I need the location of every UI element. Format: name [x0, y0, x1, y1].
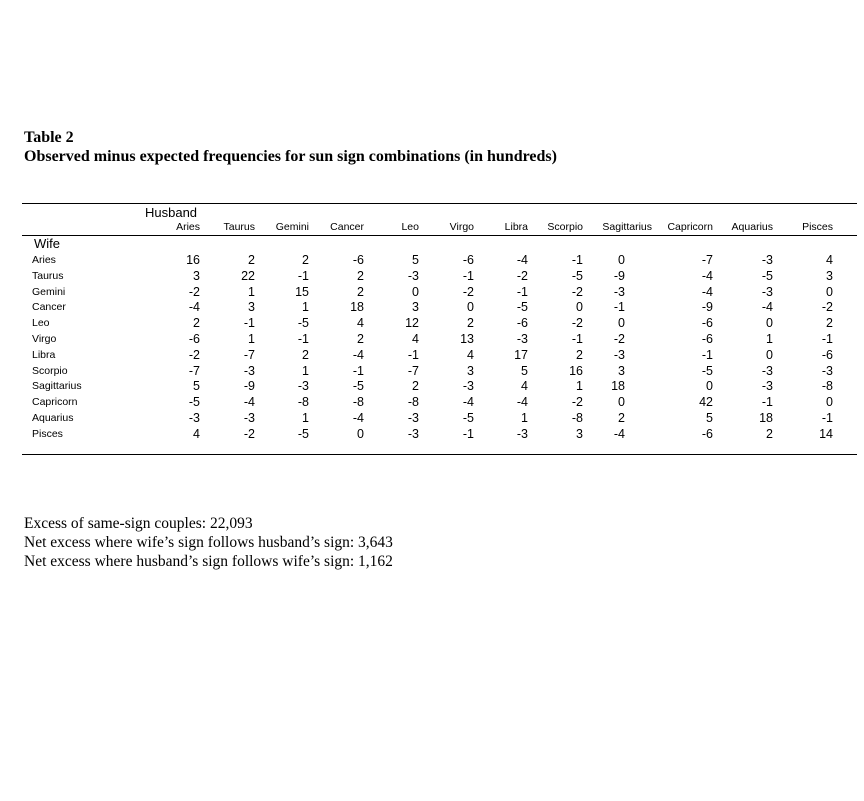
table-cell: -8 [407, 395, 419, 410]
row-header: Gemini [32, 285, 66, 298]
row-header: Pisces [32, 427, 63, 440]
table-cell: 4 [193, 426, 200, 441]
column-header: Scorpio [547, 221, 583, 233]
table-bottom-rule [22, 454, 857, 455]
table-cell: 1 [302, 300, 309, 315]
table-cell: 0 [357, 426, 364, 441]
table-cell: 1 [248, 332, 255, 346]
table-cell: 18 [350, 300, 364, 315]
table-cell: -1 [613, 300, 625, 315]
row-header: Libra [32, 348, 56, 361]
table-cell: 2 [618, 411, 625, 425]
table-cell: 2 [302, 347, 309, 362]
note-same-sign: Excess of same-sign couples: 22,093 [24, 515, 253, 532]
table-cell: -3 [462, 379, 474, 394]
table-cell: 0 [412, 284, 419, 299]
table-cell: -3 [516, 426, 528, 441]
column-header: Cancer [330, 221, 364, 233]
table-cell: 1 [302, 363, 309, 378]
table-cell: 0 [826, 395, 833, 410]
table-cell: 18 [611, 379, 625, 394]
row-header: Taurus [32, 269, 64, 282]
table-cell: -7 [701, 253, 713, 267]
table-cell: -3 [761, 253, 773, 267]
table-cell: 3 [576, 426, 583, 441]
table-cell: -6 [188, 332, 200, 346]
table-notes [24, 514, 393, 571]
table-cell: -3 [613, 284, 625, 299]
table-cell: -4 [352, 411, 364, 425]
table-cell: 22 [241, 268, 255, 283]
table-cell: -6 [516, 316, 528, 331]
note-husband-follows: Net excess where husband’s sign follows wife’s sign: 1,162 [24, 553, 393, 570]
table-cell: -3 [821, 363, 833, 378]
row-header: Capricorn [32, 396, 78, 409]
table-header-rule [22, 235, 857, 236]
table-cell: 1 [248, 284, 255, 299]
table-cell: 2 [826, 316, 833, 331]
table-cell: 12 [405, 316, 419, 331]
table-cell: 3 [412, 300, 419, 315]
column-header: Leo [401, 221, 419, 233]
table-cell: -1 [462, 268, 474, 283]
table-cell: -8 [297, 395, 309, 410]
table-cell: -5 [352, 379, 364, 394]
table-cell: -7 [243, 347, 255, 362]
table-cell: 15 [295, 284, 309, 299]
table-cell: -9 [243, 379, 255, 394]
table-cell: 3 [618, 363, 625, 378]
table-cell: -1 [701, 347, 713, 362]
column-header: Sagittarius [602, 221, 652, 233]
column-header: Virgo [449, 221, 474, 233]
table-cell: -2 [613, 332, 625, 346]
table-cell: -1 [352, 363, 364, 378]
table-cell: -1 [243, 316, 255, 331]
table-cell: 4 [521, 379, 528, 394]
table-cell: -1 [821, 411, 833, 425]
table-cell: -8 [821, 379, 833, 394]
table-cell: -5 [297, 426, 309, 441]
table-cell: -1 [571, 332, 583, 346]
table-cell: -5 [516, 300, 528, 315]
table-cell: 0 [766, 316, 773, 331]
column-header: Aries [176, 221, 200, 233]
table-cell: 4 [412, 332, 419, 346]
table-cell: 13 [460, 332, 474, 346]
table-cell: -9 [701, 300, 713, 315]
table-cell: -6 [701, 426, 713, 441]
table-cell: -2 [462, 284, 474, 299]
note-wife-follows: Net excess where wife’s sign follows husband’s sign: 3,643 [24, 534, 393, 551]
table-cell: 3 [467, 363, 474, 378]
table-cell: -5 [297, 316, 309, 331]
table-cell: -4 [188, 300, 200, 315]
table-cell: -1 [516, 284, 528, 299]
table-cell: -1 [297, 268, 309, 283]
table-cell: -5 [701, 363, 713, 378]
table-cell: 2 [357, 332, 364, 346]
table-cell: -7 [407, 363, 419, 378]
table-cell: -1 [297, 332, 309, 346]
column-header: Pisces [802, 221, 833, 233]
wife-axis-label: Wife [34, 236, 60, 251]
husband-axis-label: Husband [145, 205, 198, 220]
table-cell: -3 [761, 284, 773, 299]
table-cell: -4 [352, 347, 364, 362]
table-cell: -3 [613, 347, 625, 362]
table-cell: 2 [412, 379, 419, 394]
table-cell: 3 [193, 268, 200, 283]
table-cell: -6 [352, 253, 364, 267]
table-cell: -3 [516, 332, 528, 346]
table-cell: -2 [571, 316, 583, 331]
table-cell: -5 [571, 268, 583, 283]
table-cell: -3 [407, 426, 419, 441]
table-label: Table 2 [24, 129, 74, 146]
table-cell: -1 [761, 395, 773, 410]
table-cell: -1 [462, 426, 474, 441]
column-header: Aquarius [731, 221, 773, 233]
table-cell: 2 [193, 316, 200, 331]
table-cell: 2 [766, 426, 773, 441]
table-cell: -4 [516, 395, 528, 410]
table-cell: 1 [766, 332, 773, 346]
table-cell: -8 [352, 395, 364, 410]
table-cell: -9 [613, 268, 625, 283]
table-cell: 1 [521, 411, 528, 425]
table-cell: 2 [357, 268, 364, 283]
table-cell: -2 [571, 284, 583, 299]
table-cell: -5 [761, 268, 773, 283]
table-cell: -3 [761, 379, 773, 394]
table-top-rule [22, 203, 857, 204]
column-header: Gemini [275, 221, 309, 233]
table-cell: -3 [297, 379, 309, 394]
table-cell: 0 [766, 347, 773, 362]
row-header: Aquarius [32, 412, 74, 424]
table-cell: -3 [407, 268, 419, 283]
row-header: Leo [32, 317, 50, 330]
table-cell: -2 [516, 268, 528, 283]
table-cell: 0 [467, 300, 474, 315]
table-cell: 14 [819, 426, 833, 441]
table-cell: -2 [188, 347, 200, 362]
table-cell: 3 [248, 300, 255, 315]
table-cell: -6 [462, 253, 474, 267]
table-cell: -3 [243, 411, 255, 425]
table-cell: 0 [618, 395, 625, 410]
row-header: Virgo [32, 333, 57, 345]
table-cell: -4 [613, 426, 625, 441]
table-cell: 0 [706, 379, 713, 394]
table-cell: 0 [618, 316, 625, 331]
table-cell: -4 [462, 395, 474, 410]
table-title: Observed minus expected frequencies for sun sign combinations (in hundreds) [24, 148, 557, 165]
table-cell: 5 [193, 379, 200, 394]
table-cell: 4 [826, 253, 833, 267]
table-cell: 16 [569, 363, 583, 378]
table-cell: 2 [357, 284, 364, 299]
table-cell: 0 [576, 300, 583, 315]
table-cell: 16 [186, 253, 200, 267]
table-cell: 1 [576, 379, 583, 394]
table-cell: 2 [248, 253, 255, 267]
table-cell: -4 [701, 268, 713, 283]
table-cell: -2 [243, 426, 255, 441]
table-caption [24, 128, 557, 166]
table-cell: -5 [462, 411, 474, 425]
table-cell: -4 [761, 300, 773, 315]
table-cell: -4 [516, 253, 528, 267]
table-cell: -1 [571, 253, 583, 267]
table-cell: 5 [412, 253, 419, 267]
table-cell: 17 [514, 347, 528, 362]
table-cell: -6 [701, 316, 713, 331]
table-cell: -1 [407, 347, 419, 362]
table-cell: 1 [302, 411, 309, 425]
table-cell: -2 [188, 284, 200, 299]
table-cell: -7 [188, 363, 200, 378]
table-cell: -4 [701, 284, 713, 299]
table-cell: -6 [821, 347, 833, 362]
table-cell: 3 [826, 268, 833, 283]
table-cell: 42 [699, 395, 713, 410]
table-cell: 4 [467, 347, 474, 362]
table-cell: 5 [706, 411, 713, 425]
table-cell: 18 [759, 411, 773, 425]
table-cell: 2 [467, 316, 474, 331]
row-header: Sagittarius [32, 380, 82, 393]
table-cell: -3 [761, 363, 773, 378]
table-cell: 0 [826, 284, 833, 299]
table-cell: -3 [188, 411, 200, 425]
table-cell: -8 [571, 411, 583, 425]
table-cell: -2 [571, 395, 583, 410]
table-cell: 5 [521, 363, 528, 378]
row-header: Aries [32, 254, 56, 266]
column-header: Libra [504, 221, 528, 233]
column-header: Capricorn [667, 221, 713, 233]
table-cell: -3 [243, 363, 255, 378]
table-cell: -1 [821, 332, 833, 346]
table-cell: 4 [357, 316, 364, 331]
table-cell: -4 [243, 395, 255, 410]
table-cell: -5 [188, 395, 200, 410]
table-cell: 2 [302, 253, 309, 267]
table-cell: -3 [407, 411, 419, 425]
column-header: Taurus [223, 221, 255, 233]
table-cell: 2 [576, 347, 583, 362]
row-header: Scorpio [32, 364, 68, 377]
table-cell: -6 [701, 332, 713, 346]
table-cell: 0 [618, 253, 625, 267]
table-cell: -2 [821, 300, 833, 315]
row-header: Cancer [32, 301, 66, 314]
